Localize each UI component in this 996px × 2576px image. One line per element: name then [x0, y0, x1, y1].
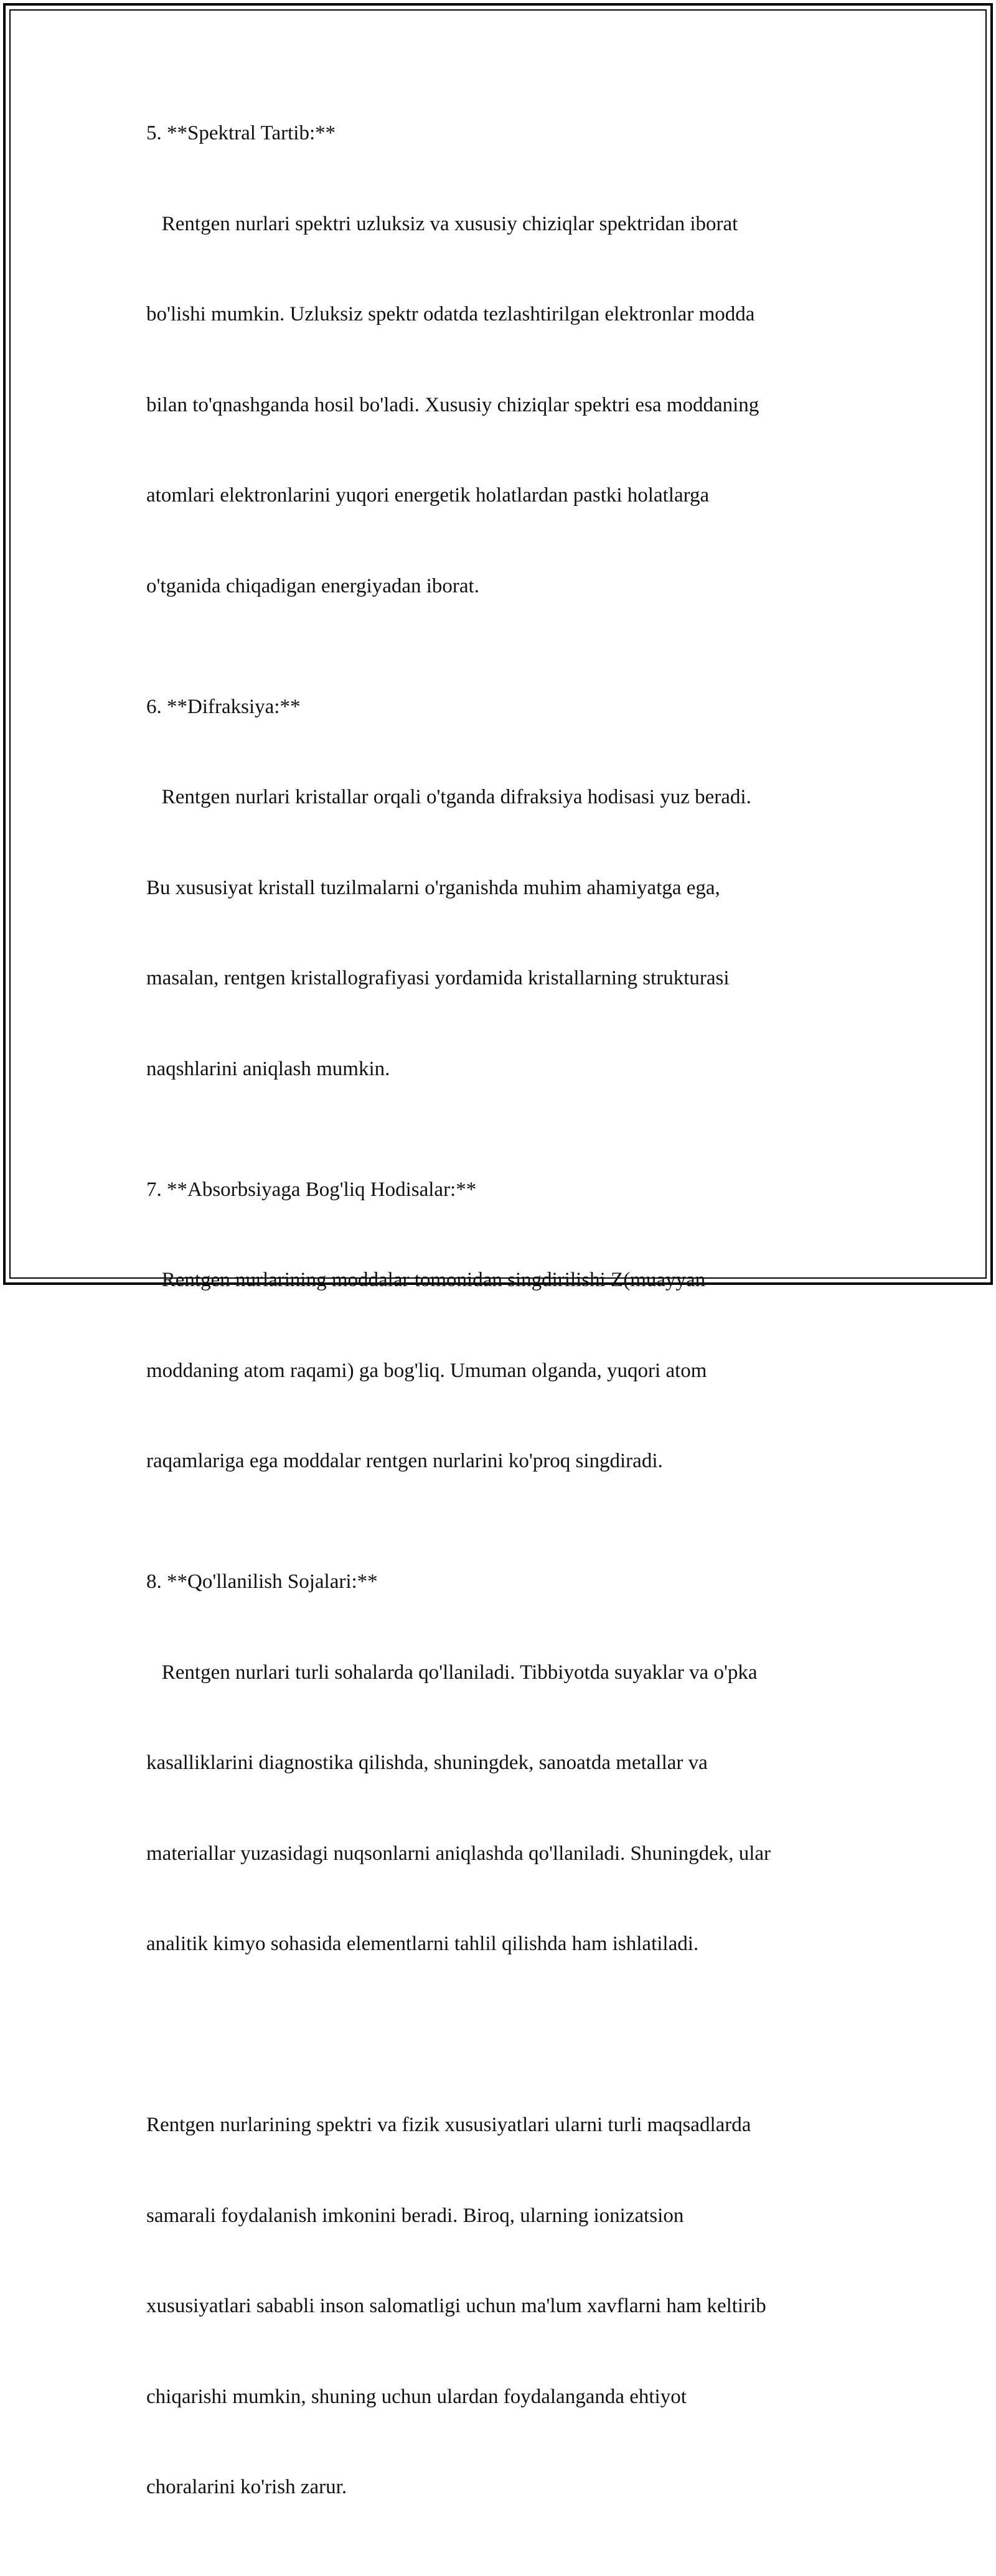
text-line: moddaning atom raqami) ga bog'liq. Umuman olganda, yuqori atom	[146, 1359, 707, 1382]
section-paragraph	[146, 149, 856, 662]
text-line: atomlari elektronlarini yuqori energetik holatlardan pastki holatlarga	[146, 484, 710, 506]
text-line: Rentgen nurlarining spektri va fizik xususiyatlari ularni turli maqsadlarda	[146, 2114, 751, 2136]
section-absorbsiya	[146, 1175, 856, 1537]
section-paragraph	[146, 1597, 856, 2020]
conclusion-section	[146, 2050, 856, 2563]
document-body	[146, 118, 856, 2576]
section-qollanilish	[146, 1567, 856, 2020]
text-line: analitik kimyo sohasida elementlarni tahlil qilishda ham ishlatiladi.	[146, 1933, 699, 1955]
section-spektral-tartib	[146, 118, 856, 661]
section-heading: 6. **Difraksiya:**	[146, 695, 301, 718]
section-difraksiya	[146, 692, 856, 1145]
text-line: Rentgen nurlarining moddalar tomonidan singdirilishi Z(muayyan	[146, 1269, 706, 1291]
section-paragraph	[146, 722, 856, 1144]
section-heading: 8. **Qo'llanilish Sojalari:**	[146, 1570, 378, 1593]
text-line: raqamlariga ega moddalar rentgen nurlarini ko'proq singdiradi.	[146, 1450, 663, 1472]
text-line: choralarini ko'rish zarur.	[146, 2476, 347, 2498]
text-line: naqshlarini aniqlash mumkin.	[146, 1057, 390, 1080]
text-line: Rentgen nurlari kristallar orqali o'tganda difraksiya hodisasi yuz beradi.	[146, 786, 751, 808]
text-line: Rentgen nurlari turli sohalarda qo'llaniladi. Tibbiyotda suyaklar va o'pka	[146, 1661, 758, 1684]
text-line: Bu xususiyat kristall tuzilmalarni o'rganishda muhim ahamiyatga ega,	[146, 876, 720, 899]
text-line: Rentgen nurlari spektri uzluksiz va xususiy chiziqlar spektridan iborat	[146, 212, 738, 235]
text-line: bilan to'qnashganda hosil bo'ladi. Xususiy chiziqlar spektri esa moddaning	[146, 393, 759, 416]
text-line: masalan, rentgen kristallografiyasi yordamida kristallarning strukturasi	[146, 967, 730, 989]
section-heading: 5. **Spektral Tartib:**	[146, 122, 336, 144]
text-line: bo'lishi mumkin. Uzluksiz spektr odatda tezlashtirilgan elektronlar modda	[146, 303, 755, 325]
text-line: samarali foydalanish imkonini beradi. Biroq, ularning ionizatsion	[146, 2204, 684, 2227]
text-line: xususiyatlari sababli inson salomatligi uchun ma'lum xavflarni ham keltirib	[146, 2295, 766, 2317]
text-line: materiallar yuzasidagi nuqsonlarni aniqlashda qo'llaniladi. Shuningdek, ular	[146, 1842, 771, 1865]
conclusion-paragraph	[146, 2050, 856, 2563]
text-line: o'tganida chiqadigan energiyadan iborat.	[146, 574, 479, 597]
text-line: kasalliklarini diagnostika qilishda, shuningdek, sanoatda metallar va	[146, 1752, 708, 1774]
text-line: chiqarishi mumkin, shuning uchun ulardan foydalanganda ehtiyot	[146, 2385, 687, 2408]
section-paragraph	[146, 1205, 856, 1537]
section-heading: 7. **Absorbsiyaga Bog'liq Hodisalar:**	[146, 1178, 477, 1201]
